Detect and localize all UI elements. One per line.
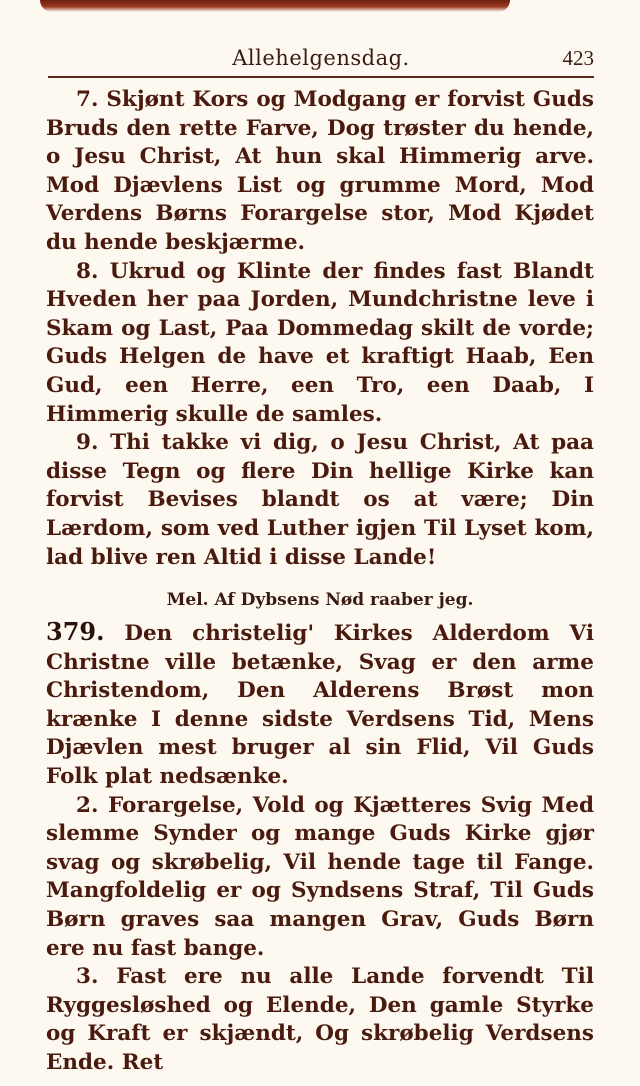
melody-line: Mel. Af Dybsens Nød raaber jeg.: [166, 590, 474, 610]
verse-number: 2.: [76, 792, 99, 818]
verse-text: Ukrud og Klinte der findes fast Blandt Hveden her paa Jorden, Mundchristne leve i Skam og Last, Paa Dommedag skilt de vorde; Guds Helgen de have et kraftigt Haab, Een Gud, een Herre, een Tro, een Daab, I Himmerig skulle de samles.: [46, 258, 594, 427]
running-title: Allehelgensdag.: [232, 46, 410, 70]
verse-text: Skjønt Kors og Modgang er forvist Guds Bruds den rette Farve, Dog trøster du hende, o Jesu Christ, At hun skal Himmerig arve. Mod Djævlens List og grumme Mord, Mod Verdens Børns Forargelse stor, Mod Kjødet du hende beskjærme.: [46, 87, 594, 255]
verse-text: Den christelig' Kirkes Alderdom Vi Christne ville betænke, Svag er den arme Christendom, Den Alderens Brøst mon krænke I denne sidste Verdsens Tid, Mens Djævlen mest bruger al sin Flid, Vil Guds Folk plat nedsænke.: [46, 621, 594, 789]
hymn-verse-1: [46, 618, 594, 792]
verse-number: 3.: [76, 964, 99, 990]
hymn-number: 379.: [46, 617, 105, 646]
verse-text: Thi takke vi dig, o Jesu Christ, At paa disse Tegn og flere Din hellige Kirke kan forvist Bevises blandt os at være; Din Lærdom, som ved Luther igjen Til Lyset kom, lad blive ren Altid i disse Lande!: [46, 430, 594, 570]
hymn-verse-3: [46, 963, 594, 1077]
header-rule: [48, 76, 594, 78]
previous-hymn: [46, 86, 594, 572]
verse-8: [46, 258, 594, 430]
verse-number: 9.: [76, 430, 99, 456]
page-header: [48, 46, 594, 76]
verse-text: Forargelse, Vold og Kjætteres Svig Med slemme Synder og mange Guds Kirke gjør svag og skrøbelig, Vil hende tage til Fange. Mangfoldelig er og Syndsens Straf, Til Guds Børn graves saa mangen Grav, Guds Børn ere nu fast bange.: [46, 792, 594, 961]
hymn-verse-2: [46, 792, 594, 964]
verse-7: [46, 86, 594, 258]
hymn-379: [46, 618, 594, 1078]
verse-number: 8.: [76, 258, 99, 284]
page-number: 423: [562, 46, 594, 70]
verse-9: [46, 429, 594, 572]
verse-number: 7.: [76, 87, 99, 112]
verse-text: Fast ere nu alle Lande forvendt Til Ryggesløshed og Elende, Den gamle Styrke og Kraft er skjændt, Og skrøbelig Verdsens Ende. Ret: [46, 964, 594, 1075]
